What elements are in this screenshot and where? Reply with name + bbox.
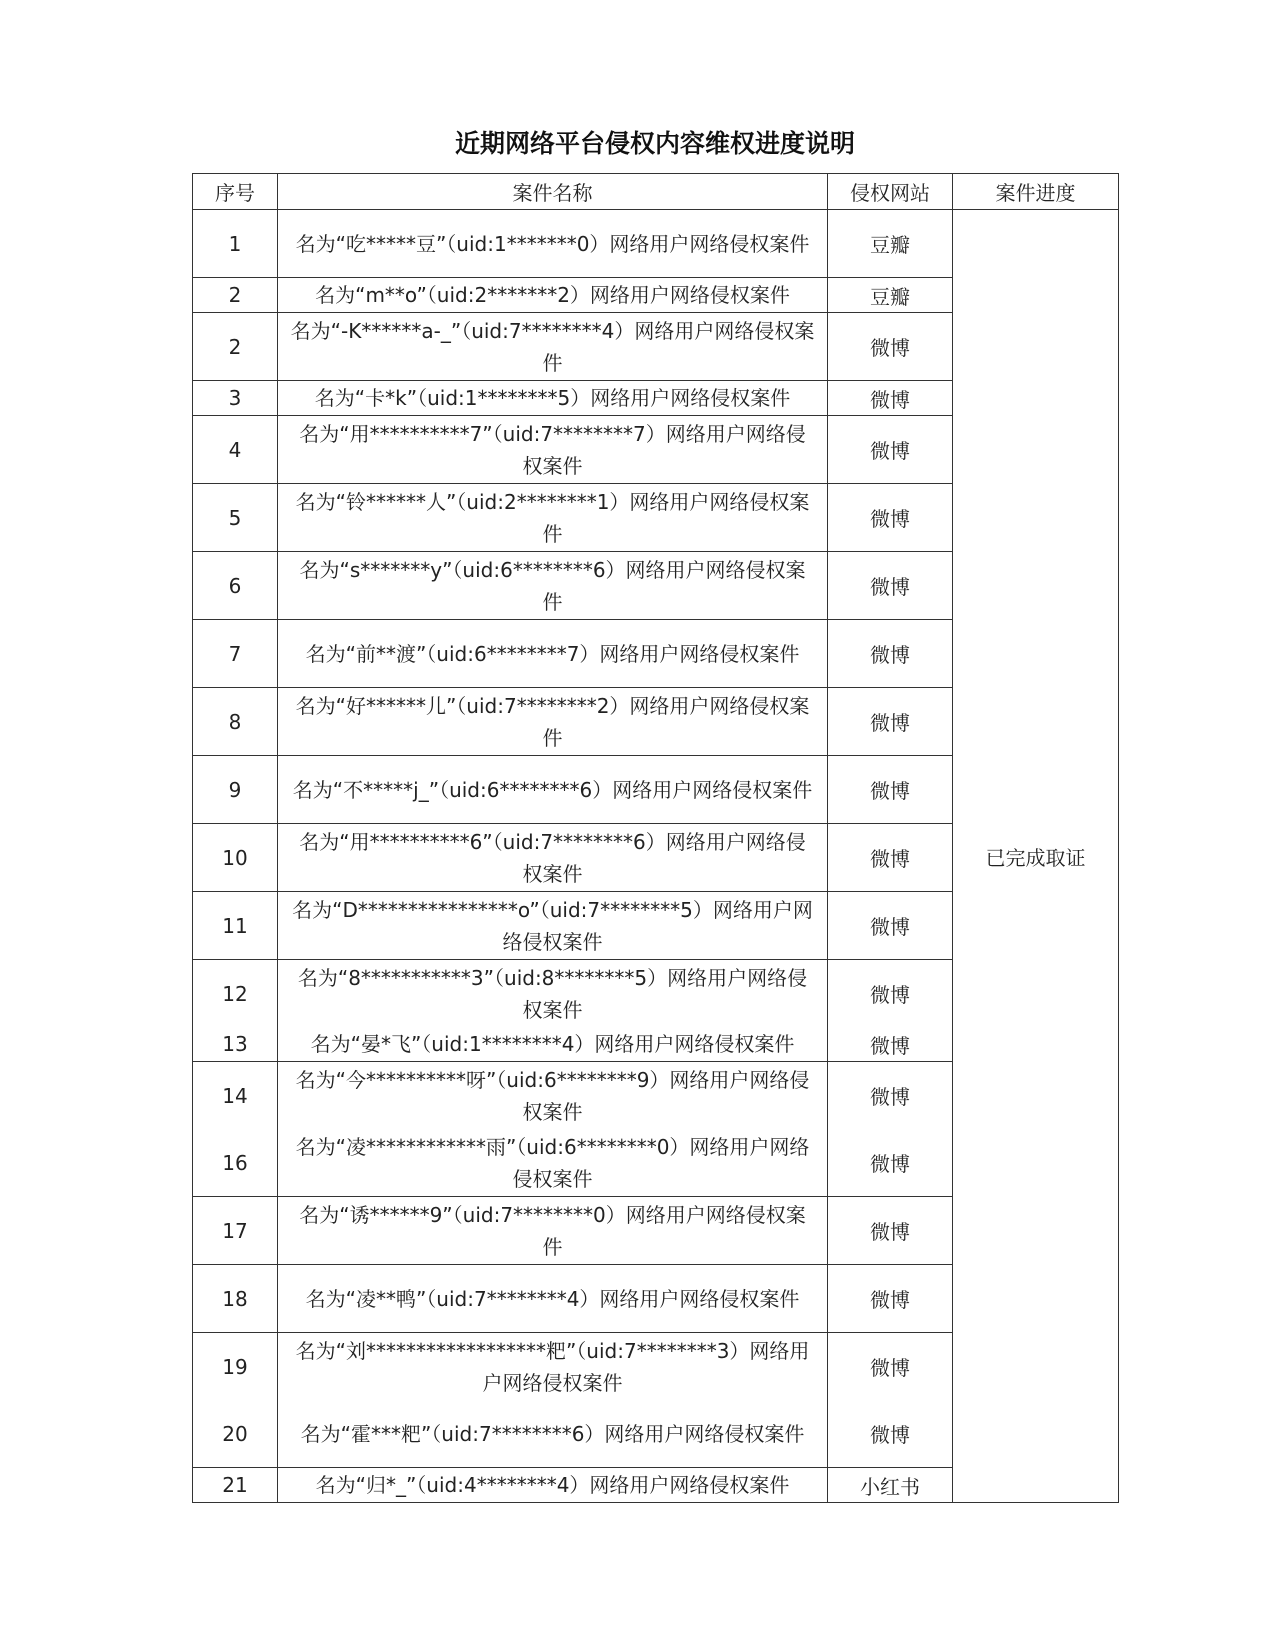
row-index: 13 (193, 1027, 278, 1062)
case-name: 名为“刘******************粑”（uid:7********3）网络用户网络侵权案件 (278, 1333, 828, 1401)
row-index: 18 (193, 1265, 278, 1333)
case-name: 名为“用**********7”（uid:7********7）网络用户网络侵权案件 (278, 416, 828, 484)
infringing-site: 微博 (828, 1400, 953, 1468)
case-name: 名为“凌**鸭”（uid:7********4）网络用户网络侵权案件 (278, 1265, 828, 1333)
case-name: 名为“好******儿”（uid:7********2）网络用户网络侵权案件 (278, 688, 828, 756)
row-index: 3 (193, 381, 278, 416)
infringing-site: 微博 (828, 552, 953, 620)
case-name: 名为“D****************o”（uid:7********5）网络用户网络侵权案件 (278, 892, 828, 960)
infringing-site: 豆瓣 (828, 210, 953, 278)
row-index: 20 (193, 1400, 278, 1468)
infringing-site: 微博 (828, 1333, 953, 1401)
row-index: 19 (193, 1333, 278, 1401)
infringing-site: 微博 (828, 824, 953, 892)
case-name: 名为“诱******9”（uid:7********0）网络用户网络侵权案件 (278, 1197, 828, 1265)
infringing-site: 微博 (828, 313, 953, 381)
row-index: 6 (193, 552, 278, 620)
case-name: 名为“归*_”（uid:4********4）网络用户网络侵权案件 (278, 1468, 828, 1503)
case-name: 名为“铃******人”（uid:2********1）网络用户网络侵权案件 (278, 484, 828, 552)
row-index: 1 (193, 210, 278, 278)
row-index: 21 (193, 1468, 278, 1503)
row-index: 11 (193, 892, 278, 960)
row-index: 14 (193, 1062, 278, 1130)
infringing-site: 微博 (828, 416, 953, 484)
row-index: 7 (193, 620, 278, 688)
row-index: 9 (193, 756, 278, 824)
document-title: 近期网络平台侵权内容维权进度说明 (454, 129, 855, 158)
row-index: 2 (193, 313, 278, 381)
case-name: 名为“凌************雨”（uid:6********0）网络用户网络侵权案件 (278, 1129, 828, 1197)
case-name: 名为“s*******y”（uid:6********6）网络用户网络侵权案件 (278, 552, 828, 620)
table-body (193, 210, 1119, 1503)
infringing-site: 微博 (828, 1027, 953, 1062)
header-index: 序号 (193, 174, 278, 210)
infringing-site: 微博 (828, 381, 953, 416)
infringing-site: 豆瓣 (828, 278, 953, 313)
infringing-site: 微博 (828, 1129, 953, 1197)
case-name: 名为“不*****j_”（uid:6********6）网络用户网络侵权案件 (278, 756, 828, 824)
case-name: 名为“前**渡”（uid:6********7）网络用户网络侵权案件 (278, 620, 828, 688)
case-progress-status: 已完成取证 (953, 210, 1119, 1503)
table-row (193, 210, 1119, 278)
infringing-site: 微博 (828, 960, 953, 1028)
infringing-site: 微博 (828, 484, 953, 552)
case-progress-table (192, 173, 1119, 1503)
case-name: 名为“-K******a-_”（uid:7********4）网络用户网络侵权案件 (278, 313, 828, 381)
infringing-site: 微博 (828, 756, 953, 824)
infringing-site: 微博 (828, 1197, 953, 1265)
case-name: 名为“晏*飞”（uid:1********4）网络用户网络侵权案件 (278, 1027, 828, 1062)
row-index: 16 (193, 1129, 278, 1197)
case-name: 名为“卡*k”（uid:1********5）网络用户网络侵权案件 (278, 381, 828, 416)
row-index: 5 (193, 484, 278, 552)
row-index: 12 (193, 960, 278, 1028)
row-index: 2 (193, 278, 278, 313)
infringing-site: 微博 (828, 892, 953, 960)
case-name: 名为“用**********6”（uid:7********6）网络用户网络侵权案件 (278, 824, 828, 892)
header-progress: 案件进度 (953, 174, 1119, 210)
case-name: 名为“吃*****豆”（uid:1*******0）网络用户网络侵权案件 (278, 210, 828, 278)
header-site: 侵权网站 (828, 174, 953, 210)
table-header-row (193, 174, 1119, 210)
infringing-site: 微博 (828, 688, 953, 756)
row-index: 10 (193, 824, 278, 892)
header-case-name: 案件名称 (278, 174, 828, 210)
case-name: 名为“今**********呀”（uid:6********9）网络用户网络侵权案件 (278, 1062, 828, 1130)
infringing-site: 微博 (828, 620, 953, 688)
infringing-site: 微博 (828, 1265, 953, 1333)
row-index: 17 (193, 1197, 278, 1265)
infringing-site: 小红书 (828, 1468, 953, 1503)
infringing-site: 微博 (828, 1062, 953, 1130)
case-name: 名为“m**o”（uid:2*******2）网络用户网络侵权案件 (278, 278, 828, 313)
case-name: 名为“霍***粑”（uid:7********6）网络用户网络侵权案件 (278, 1400, 828, 1468)
row-index: 4 (193, 416, 278, 484)
case-name: 名为“8***********3”（uid:8********5）网络用户网络侵权案件 (278, 960, 828, 1028)
row-index: 8 (193, 688, 278, 756)
